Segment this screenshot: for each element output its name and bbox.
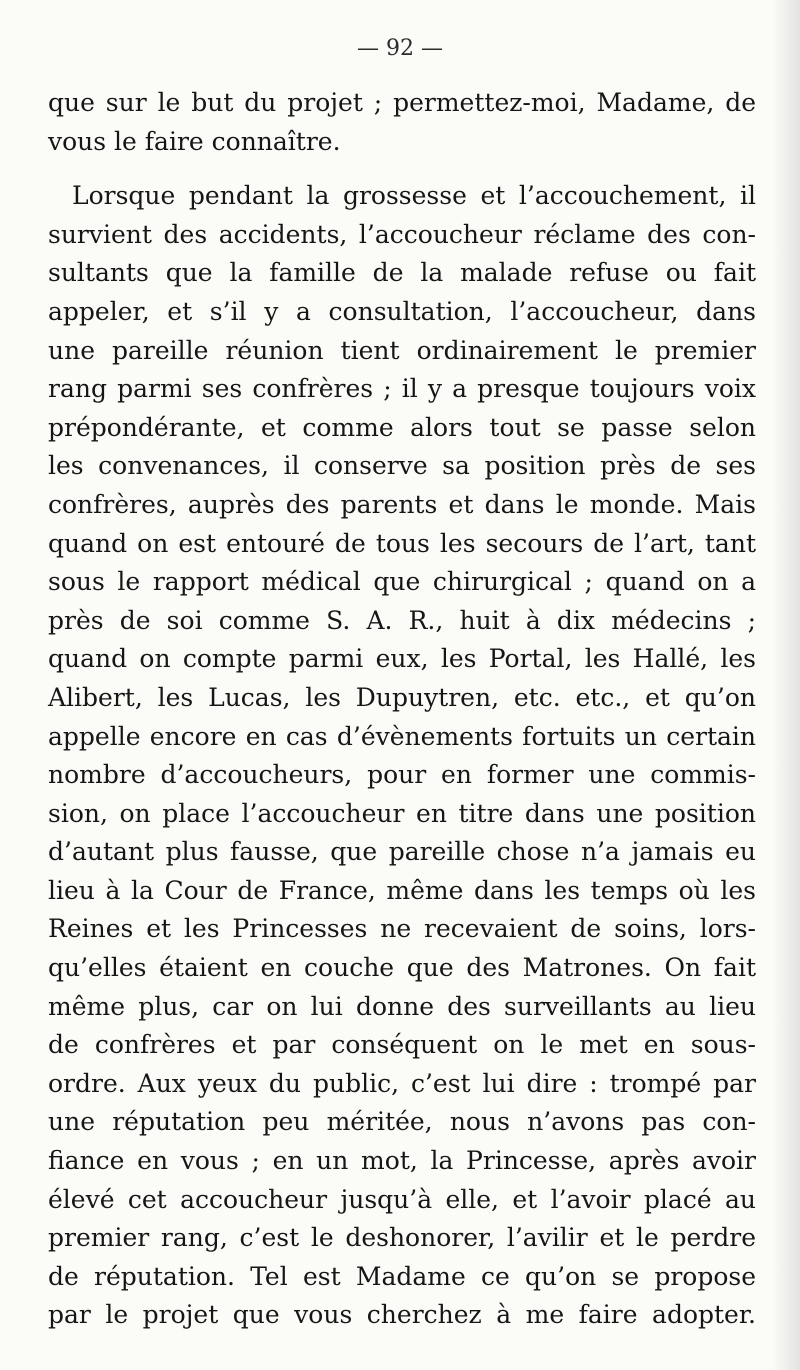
text-line: sous le rapport médical que chirurgical ; quand on a: [48, 567, 756, 597]
text-line: premier rang, c’est le deshonorer, l’avilir et le perdre: [48, 1223, 756, 1253]
page-edge-shadow: [772, 0, 800, 1370]
text-line: sultants que la famille de la malade refuse ou fait: [48, 258, 756, 288]
text-line: sion, on place l’accoucheur en titre dans une position: [48, 798, 756, 828]
text-line: par le projet que vous cherchez à me faire adopter.: [48, 1300, 756, 1330]
text-line: quand on est entouré de tous les secours de l’art, tant: [48, 528, 756, 558]
text-line: quand on compte parmi eux, les Portal, les Hallé, les: [48, 644, 756, 674]
body-text: [48, 84, 756, 1335]
text-line: élevé cet accoucheur jusqu’à elle, et l’avoir placé au: [48, 1184, 756, 1214]
paragraph-1: [48, 84, 756, 161]
text-line: appeler, et s’il y a consultation, l’accoucheur, dans: [48, 296, 756, 326]
text-line: Reines et les Princesses ne recevaient de soins, lors-: [48, 914, 756, 944]
text-line: survient des accidents, l’accoucheur réclame des con-: [48, 219, 756, 249]
text-line: que sur le but du projet ; permettez-moi, Madame, de: [48, 88, 756, 117]
text-line: appelle encore en cas d’évènements fortuits un certain: [48, 721, 756, 751]
text-line: Alibert, les Lucas, les Dupuytren, etc. etc., et qu’on: [48, 682, 756, 712]
paragraph-2: [48, 177, 756, 1335]
text-line: une réputation peu méritée, nous n’avons pas con-: [48, 1107, 756, 1137]
text-line: près de soi comme S. A. R., huit à dix médecins ;: [48, 605, 756, 635]
paragraph-gap: [48, 161, 756, 177]
text-line: confrères, auprès des parents et dans le monde. Mais: [48, 489, 756, 519]
text-line: de réputation. Tel est Madame ce qu’on se propose: [48, 1261, 756, 1291]
text-line: même plus, car on lui donne des surveillants au lieu: [48, 991, 756, 1021]
text-line: fiance en vous ; en un mot, la Princesse, après avoir: [48, 1146, 756, 1176]
text-line: Lorsque pendant la grossesse et l’accouchement, il: [72, 181, 756, 211]
text-line: d’autant plus fausse, que pareille chose n’a jamais eu: [48, 837, 756, 867]
text-line: une pareille réunion tient ordinairement le premier: [48, 335, 756, 365]
text-line: ordre. Aux yeux du public, c’est lui dire : trompé par: [48, 1068, 756, 1098]
text-line: rang parmi ses confrères ; il y a presque toujours voix: [48, 374, 756, 404]
text-line: vous le faire connaître.: [48, 126, 341, 156]
text-line: de confrères et par conséquent on le met en sous-: [48, 1030, 756, 1060]
text-line: nombre d’accoucheurs, pour en former une commis-: [48, 760, 756, 790]
text-line: les convenances, il conserve sa position près de ses: [48, 451, 756, 481]
page-number: — 92 —: [357, 36, 443, 61]
text-line: lieu à la Cour de France, même dans les temps où les: [48, 875, 756, 905]
text-line: qu’elles étaient en couche que des Matrones. On fait: [48, 953, 756, 983]
text-line: prépondérante, et comme alors tout se passe selon: [48, 412, 756, 442]
